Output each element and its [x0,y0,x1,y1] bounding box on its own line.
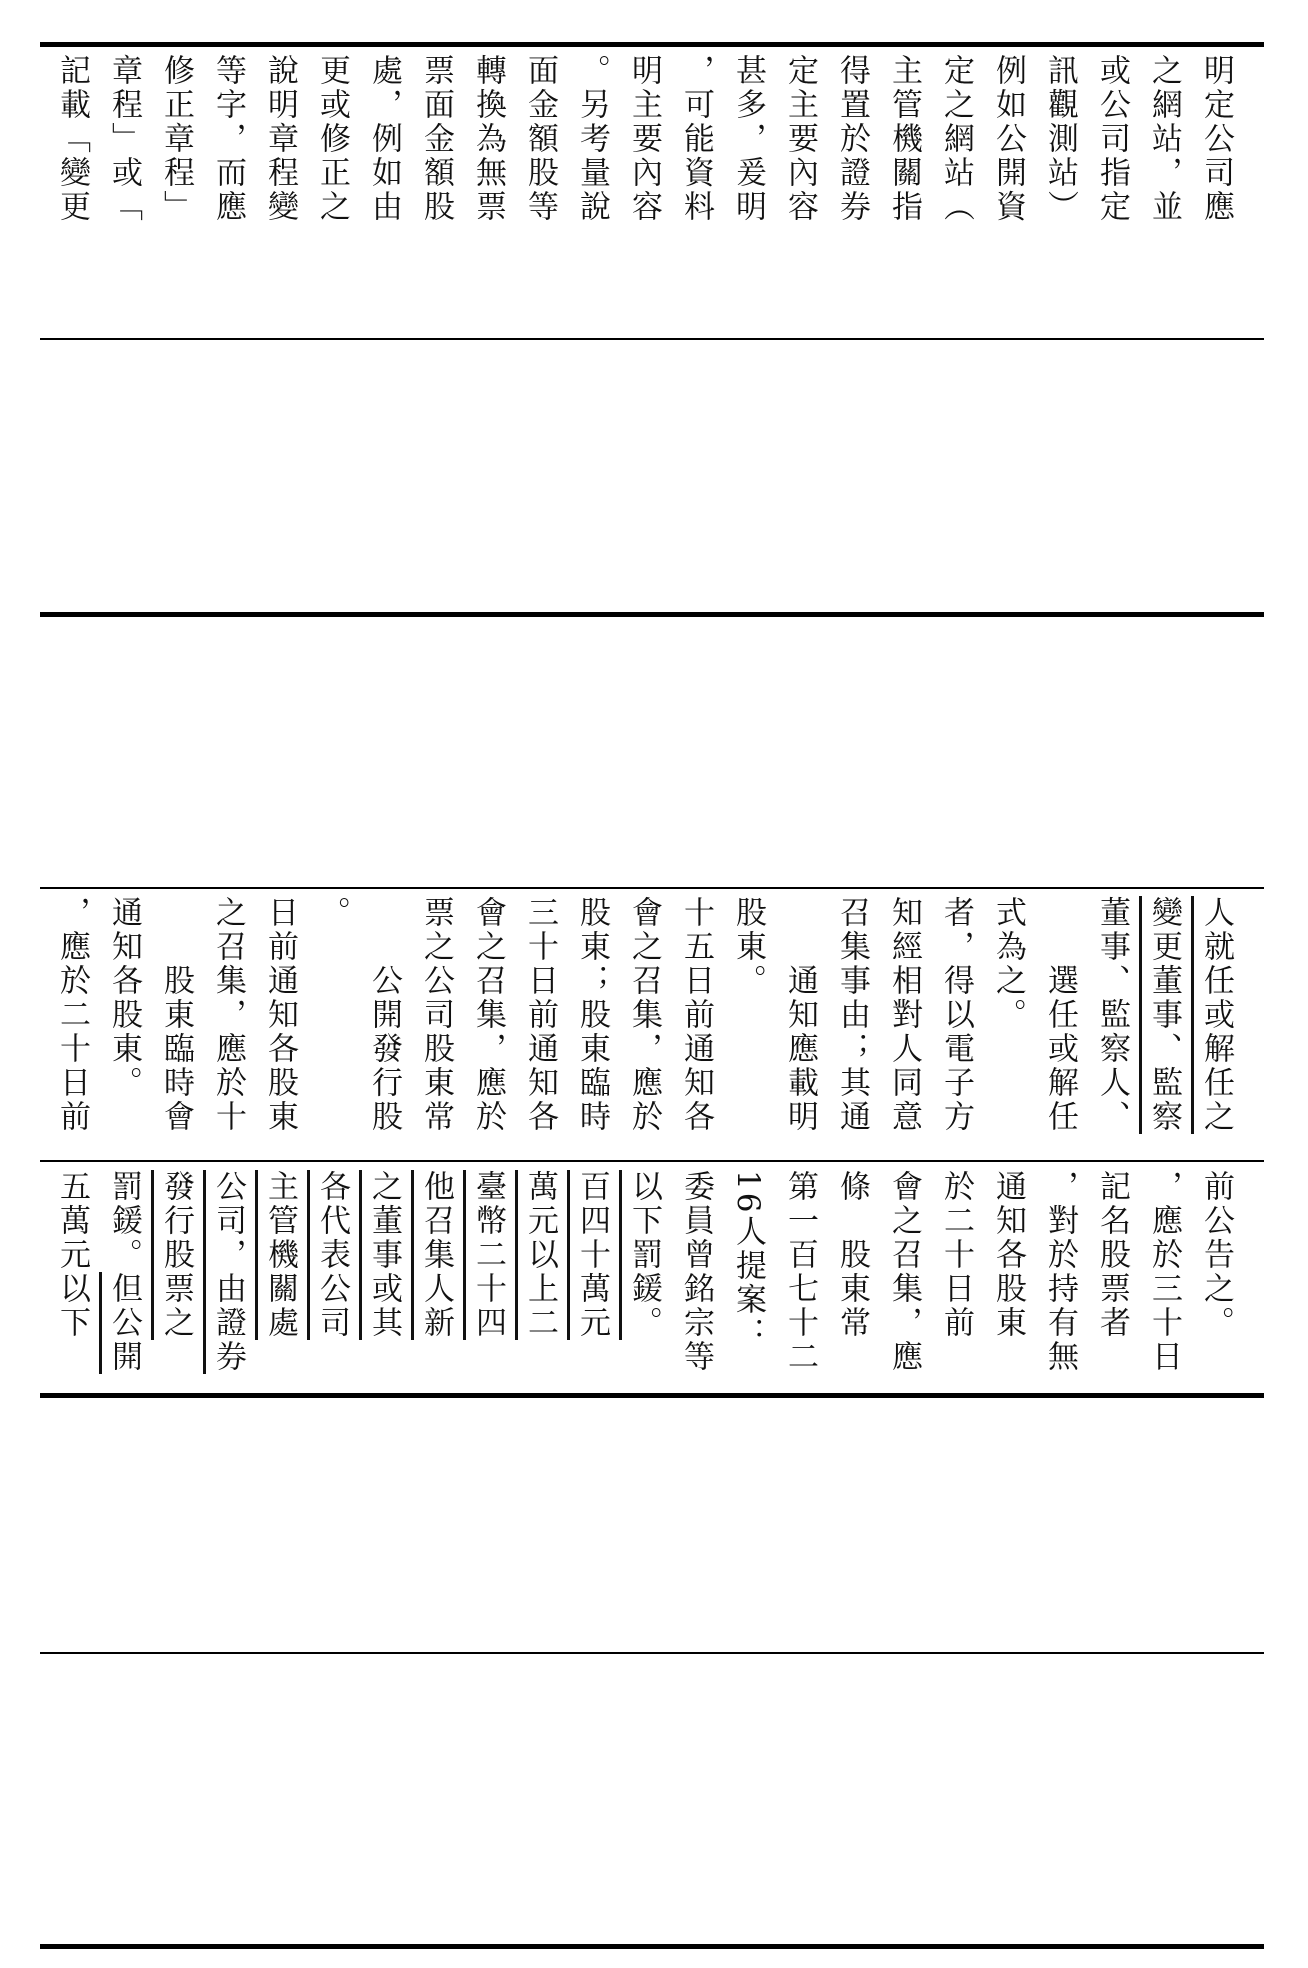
text-column [936,1170,976,1340]
text-column: 票面金額股 [418,54,454,224]
text-segment: 會之召集，應於 [470,896,506,1134]
amended-text-segment: 發行股票之 [158,1170,194,1340]
text-segment: 通知各股東。 [106,896,142,1100]
empty-table-row [52,1400,1254,1645]
text-column [1196,1170,1236,1340]
text-column [1144,1170,1184,1374]
text-column [52,896,92,1134]
text-column: 。另考量說 [574,54,610,224]
amended-text-segment: 臺幣二十四 [470,1170,506,1340]
text-column [156,896,196,1134]
text-segment: ，應於二十日前 [54,896,90,1134]
text-column [468,896,508,1134]
row-divider [40,612,1264,617]
text-column [312,1170,352,1340]
text-column: 例如公開資 [990,54,1026,224]
amended-text-segment: 人就任或解任之 [1198,896,1234,1134]
text-column [520,1170,560,1340]
text-column: 等字，而應 [210,54,246,224]
text-segment: 會之召集，應 [886,1170,922,1374]
text-column [312,896,352,930]
explanation-text-row [52,54,1254,334]
amended-text-segment: 但公開 [106,1272,142,1374]
text-column: ，可能資料 [678,54,714,224]
text-column: 轉換為無票 [470,54,506,224]
text-segment: 公開發行股 [366,896,402,1134]
text-column [156,1170,196,1340]
text-segment: 第一百七十二 [782,1170,818,1374]
text-column [468,1170,508,1340]
text-column [52,1170,92,1340]
current-article-text-row [52,896,1254,1156]
text-column [832,896,872,1134]
text-column [572,896,612,1134]
amended-text-segment: 各代表公司 [314,1170,350,1340]
text-column: 得置於證券 [834,54,870,224]
amended-text-segment: 之董事或其 [366,1170,402,1340]
text-segment: 通知應載明 [782,896,818,1134]
text-column [104,1170,144,1374]
text-column [1092,896,1132,1134]
text-column [208,1170,248,1374]
text-column [624,896,664,1134]
text-column [988,1170,1028,1340]
row-divider [40,1652,1264,1654]
text-column: 說明章程變 [262,54,298,224]
text-column [1040,896,1080,1134]
text-column: 面金額股等 [522,54,558,224]
text-segment: 三十日前通知各 [522,896,558,1134]
text-column [1040,1170,1080,1374]
row-divider [40,338,1264,340]
text-column [1092,1170,1132,1340]
text-segment: 日前通知各股東 [262,896,298,1134]
text-column [728,1170,768,1351]
text-column [416,1170,456,1340]
text-column: 更或修正之 [314,54,350,224]
text-column [884,896,924,1134]
text-segment: 16人提案： [730,1170,766,1352]
empty-table-row [52,345,1254,605]
text-segment: 者，得以電子方 [938,896,974,1134]
text-segment: 條 股東常 [834,1170,870,1340]
text-segment: 股東。 [730,896,766,998]
text-column [104,896,144,1100]
text-segment: 記名股票者 [1094,1170,1130,1340]
text-segment: 五萬元以下 [54,1170,90,1340]
text-column [208,896,248,1134]
text-segment: 罰鍰。 [106,1170,142,1272]
bottom-border-line [40,1944,1264,1949]
text-column: 或公司指定 [1094,54,1130,224]
text-segment: 式為之。 [990,896,1026,1032]
text-column [832,1170,872,1340]
text-column: 訊觀測站） [1042,54,1078,224]
text-column: 甚多，爰明 [730,54,766,224]
amended-text-segment: 百四十萬元 [574,1170,610,1340]
text-column: 章程」或「 [106,54,142,224]
text-column: 定主要內容 [782,54,818,224]
text-column [260,896,300,1134]
text-column: 修正章程」 [158,54,194,224]
row-divider [40,887,1264,889]
text-column: 處，例如由 [366,54,402,224]
amended-text-segment: 公司，由證券 [210,1170,246,1374]
amended-text-segment: 主管機關處 [262,1170,298,1340]
text-segment: 十五日前通知各 [678,896,714,1134]
text-column: 主管機關指 [886,54,922,224]
text-segment: 股東臨時會 [158,896,194,1134]
text-segment: 會之召集，應於 [626,896,662,1134]
text-column [624,1170,664,1340]
text-column [728,896,768,998]
text-column [416,896,456,1134]
row-divider [40,1393,1264,1398]
text-column: 之網站，並 [1146,54,1182,224]
text-segment: 。 [314,896,350,930]
text-column: 記載「變更 [54,54,90,224]
text-segment: ，對於持有無 [1042,1170,1078,1374]
empty-table-row [52,620,1254,880]
text-segment: 選任或解任 [1042,896,1078,1134]
text-segment: 之召集，應於十 [210,896,246,1134]
text-column: 明主要內容 [626,54,662,224]
text-column [364,896,404,1134]
text-segment: 通知各股東 [990,1170,1026,1340]
row-divider [40,1160,1264,1162]
text-segment: 董事、監察人、 [1094,896,1130,1134]
text-column [884,1170,924,1374]
empty-table-row [52,1660,1254,1940]
text-segment: 票之公司股東常 [418,896,454,1134]
amended-text-segment: 萬元以上二 [522,1170,558,1340]
text-column [260,1170,300,1340]
text-column [1196,896,1236,1134]
text-segment: 召集事由；其通 [834,896,870,1134]
amended-text-segment: 他召集人新 [418,1170,454,1340]
amended-text-segment: 變更董事、監察 [1146,896,1182,1134]
text-segment: ，應於三十日 [1146,1170,1182,1374]
text-segment: 知經相對人同意 [886,896,922,1134]
text-column [520,896,560,1134]
text-column [988,896,1028,1032]
text-segment: 委員曾銘宗等 [678,1170,714,1374]
text-column [1144,896,1184,1134]
text-column [572,1170,612,1340]
text-segment: 於二十日前 [938,1170,974,1340]
amended-text-segment: 以下罰鍰。 [626,1170,662,1340]
top-border-line [40,42,1264,47]
text-segment: 股東；股東臨時 [574,896,610,1134]
text-column [676,896,716,1134]
text-column: 明定公司應 [1198,54,1234,224]
text-column: 定之網站（ [938,54,974,224]
text-segment: 前公告之。 [1198,1170,1234,1340]
text-column [364,1170,404,1340]
text-column [780,1170,820,1374]
text-column [676,1170,716,1374]
text-column [936,896,976,1134]
text-column [780,896,820,1134]
proposed-article-text-row [52,1170,1254,1390]
